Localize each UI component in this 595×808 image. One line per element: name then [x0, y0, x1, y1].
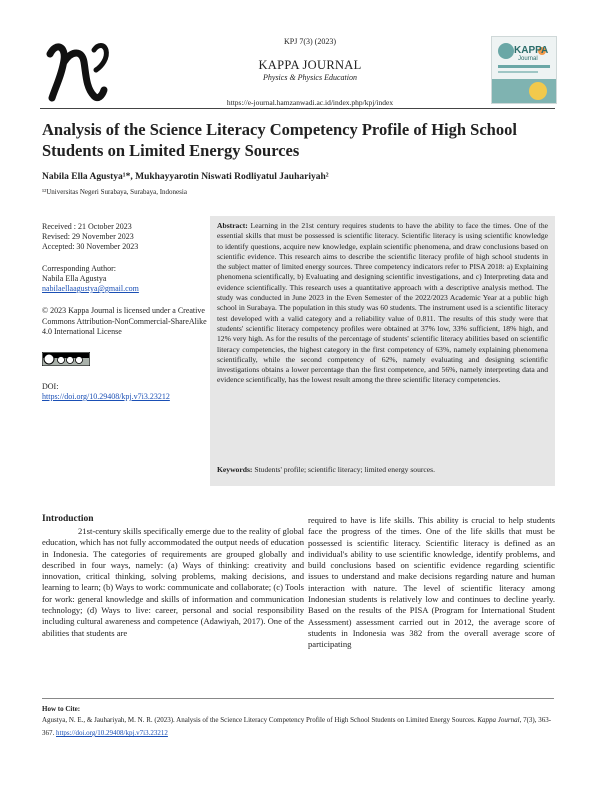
citation-text — [42, 714, 554, 740]
citation-volume: , 7(3), 363-367. — [42, 716, 552, 737]
intro-right-column: required to have is life skills. This ability is crucial to help students face the progress of the times. One of the life skills that must be possessed is scientific literacy. Scientific literacy is defined as an individual's ability to use scientific knowledge, identify problems, and build conclusions based on scientific evidence regarding scientific issues to understand and make decisions regarding nature and human interaction with nature. The level of scientific literacy among Indonesian students is relatively low and continues to decline yearly. Based on the results of the PISA (Program for International Student Assessment) assessment carried out in 2012, the average score of students in Indonesia was 382 from the overall average score of participating — [308, 515, 555, 650]
journal-cover-image — [491, 36, 557, 104]
doi-link[interactable]: https://doi.org/10.29408/kpj.v7i3.23212 — [42, 392, 170, 401]
cover-title: KAPPA — [514, 45, 549, 56]
revised-date: Revised: 29 November 2023 — [42, 232, 134, 241]
abstract-label: Abstract: — [217, 221, 248, 230]
article-authors: Nabila Ella Agustya¹*, Mukhayyarotin Niswati Rodliyatul Jauhariyah² — [42, 172, 329, 182]
citation-journal: Kappa Journal — [477, 716, 520, 724]
journal-subtitle: Physics & Physics Education — [263, 73, 357, 82]
journal-logo — [42, 40, 112, 102]
citation-main: Agustya, N. E., & Jauhariyah, M. N. R. (2023). Analysis of the Science Literacy Competency Profile of High School Students on Limited Energy Sources. — [42, 716, 478, 724]
journal-name: KAPPA JOURNAL — [258, 58, 362, 72]
received-date: Received : 21 October 2023 — [42, 222, 132, 231]
citation-doi-link[interactable]: https://doi.org/10.29408/kpj.v7i3.23212 — [56, 729, 168, 737]
section-heading-introduction: Introduction — [42, 514, 94, 524]
keywords-label: Keywords: — [217, 465, 253, 474]
accepted-date: Accepted: 30 November 2023 — [42, 242, 139, 251]
corresponding-author-email[interactable]: nabilaellaagustya@gmail.com — [42, 284, 139, 293]
article-title: Analysis of the Science Literacy Competency Profile of High School Students on Limited Energy Sources — [42, 120, 517, 160]
abstract-text — [217, 221, 548, 386]
doi-label: DOI: — [42, 382, 59, 391]
header-divider — [40, 108, 555, 109]
corresponding-author-label: Corresponding Author: — [42, 264, 116, 273]
footer-divider — [42, 698, 554, 699]
cover-subtitle: Journal — [518, 56, 538, 62]
journal-url[interactable]: https://e-journal.hamzanwadi.ac.id/index.php/kpj/index — [226, 98, 394, 107]
abstract-body: Learning in the 21st century requires students to have the ability to face the times. One of the essential skills that must be possessed is scientific literacy. Scientific literacy is using scientific knowledge to identify questions, acquire new knowledge, explain scientific phenomena, and draw conclusions based on scientific evidence. This research aims to describe the scientific literacy profile of high school students in the subject matter of limited energy sources. Three competency indicators refer to PISA 2018: a) Explaining phenomena scientifically, b) Evaluating and designing scientific investigations, and c) Interpreting data and evidence scientifically. This research uses a quantitative approach with a descriptive analysis method. The study was conducted in June 2023 in the Even Semester of the 2022/2023 Academic Year at a public high school in Surabaya. The population in this study was 60 students. The instrument used is a scientific literacy test developed with a valid category and a reliability value of 0.811. The results of this study were that students' scientific literacy competency profiles were obtained at 37% low, 33% sufficient, 18% high, and 12% very high. As for the results of the percentage of students' scientific literacy abilities based on scientific literacy competencies, the highest category in the first competency of 63%, namely explaining phenomena scientifically, while the second competency of 62%, namely evaluating and designing scientific investigations obtains a lower percentage than the first competence, and 56%, namely interpreting data and evidence scientifically, has the lowest result among the three scientific literacy competencies. — [217, 221, 548, 385]
keywords-text: Students' profile; scientific literacy; limited energy sources. — [254, 465, 436, 474]
keywords — [217, 465, 548, 475]
license-text: © 2023 Kappa Journal is licensed under a Creative Commons Attribution-NonCommercial-ShareAlike 4.0 International License — [42, 306, 207, 336]
how-to-cite-label: How to Cite: — [42, 705, 81, 713]
corresponding-author-name: Nabila Ella Agustya — [42, 274, 107, 283]
journal-issue: KPJ 7(3) (2023) — [284, 37, 336, 46]
author-affiliation: ¹²Universitas Negeri Surabaya, Surabaya, Indonesia — [42, 188, 187, 196]
intro-left-column: 21st-century skills specifically emerge due to the reality of global education, which has not fully accommodated the output needs of education in Indonesia. The categories of requirements are grouped globally and described in four ways, namely: (a) Ways of thinking: creativity and innovation, critical thinking, solving problems, making decisions, and learning to learn; (b) Ways to work: communicate and collaborate; (c) Tools for work: general knowledge and skills of information and communication technology; (d) Ways to live: career, personal and social responsibility including cultural awareness and competence (Adawiyah, 2017). One of the abilities that students are — [42, 526, 304, 638]
cc-license-badge[interactable] — [42, 352, 90, 366]
